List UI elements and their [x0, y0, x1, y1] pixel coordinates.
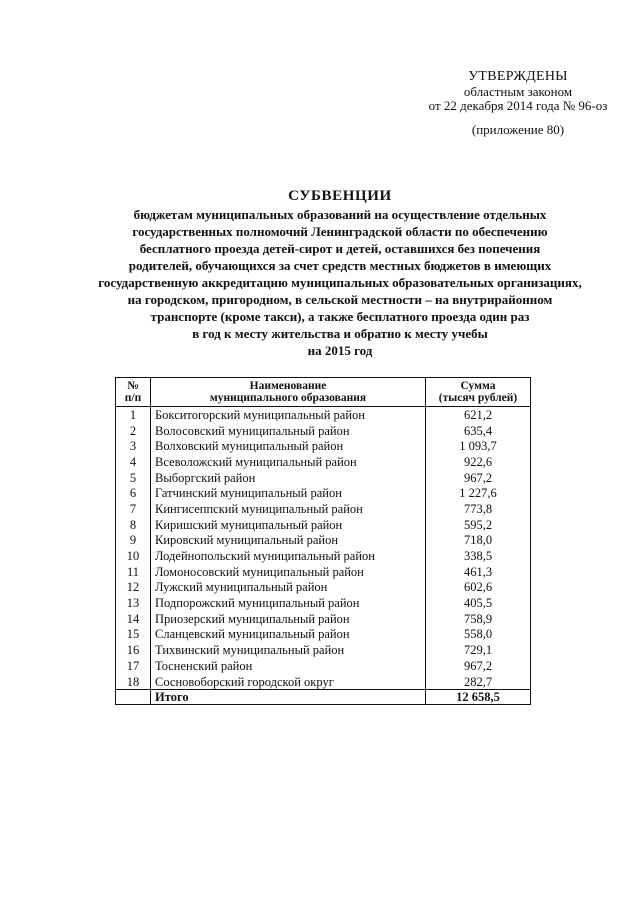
row-number: 7	[116, 501, 151, 517]
approval-date: от 22 декабря 2014 года № 96-оз	[428, 98, 608, 113]
page-title: СУБВЕНЦИИ	[288, 188, 392, 204]
row-name: Подпорожский муниципальный район	[151, 595, 426, 611]
row-name: Киришский муниципальный район	[151, 517, 426, 533]
row-number: 1	[116, 407, 151, 423]
row-name: Кировский муниципальный район	[151, 533, 426, 549]
title-line: бесплатного проезда детей-сирот и детей, оставшихся без попечения	[139, 241, 541, 256]
header-sum-line1: Сумма	[460, 380, 496, 392]
row-number: 11	[116, 564, 151, 580]
document-title	[40, 188, 640, 359]
approval-heading: УТВЕРЖДЕНЫ	[468, 69, 568, 84]
table-row	[116, 485, 531, 501]
header-number-line1: №	[127, 380, 139, 392]
row-number: 10	[116, 548, 151, 564]
header-number-line2: п/п	[124, 392, 142, 404]
table-row	[116, 595, 531, 611]
table-row	[116, 454, 531, 470]
row-name: Тихвинский муниципальный район	[151, 642, 426, 658]
row-sum: 729,1	[426, 642, 531, 658]
table-row	[116, 501, 531, 517]
row-number: 15	[116, 627, 151, 643]
row-name: Сланцевский муниципальный район	[151, 627, 426, 643]
row-name: Гатчинский муниципальный район	[151, 485, 426, 501]
row-name: Ломоносовский муниципальный район	[151, 564, 426, 580]
row-sum: 718,0	[426, 533, 531, 549]
total-label: Итого	[151, 690, 426, 705]
approval-stamp	[428, 70, 608, 137]
total-row	[116, 690, 531, 705]
row-number: 9	[116, 533, 151, 549]
table-row	[116, 533, 531, 549]
row-sum: 461,3	[426, 564, 531, 580]
header-sum	[426, 378, 531, 407]
row-number: 13	[116, 595, 151, 611]
row-number: 12	[116, 580, 151, 596]
row-name: Приозерский муниципальный район	[151, 611, 426, 627]
row-name: Лужский муниципальный район	[151, 580, 426, 596]
table-row	[116, 548, 531, 564]
row-number: 3	[116, 438, 151, 454]
table-row	[116, 470, 531, 486]
row-name: Волховский муниципальный район	[151, 438, 426, 454]
row-sum: 1 227,6	[426, 485, 531, 501]
table-row	[116, 564, 531, 580]
total-number-cell	[116, 690, 151, 705]
header-name-line2: муниципального образования	[209, 392, 367, 404]
row-name: Выборгский район	[151, 470, 426, 486]
table-row	[116, 438, 531, 454]
table-body	[116, 407, 531, 690]
row-name: Кингисеппский муниципальный район	[151, 501, 426, 517]
table-row	[116, 407, 531, 423]
table-header-row	[116, 378, 531, 407]
table-row	[116, 580, 531, 596]
table-row	[116, 674, 531, 690]
row-sum: 1 093,7	[426, 438, 531, 454]
title-line: в год к месту жительства и обратно к месту учебы	[192, 326, 488, 341]
row-number: 4	[116, 454, 151, 470]
header-name-line1: Наименование	[249, 380, 327, 392]
title-line: на городском, пригородном, в сельской местности – на внутрирайонном	[127, 292, 553, 307]
table-row	[116, 517, 531, 533]
row-number: 16	[116, 642, 151, 658]
row-number: 5	[116, 470, 151, 486]
table-row	[116, 423, 531, 439]
row-sum: 621,2	[426, 407, 531, 423]
row-name: Бокситогорский муниципальный район	[151, 407, 426, 423]
row-sum: 282,7	[426, 674, 531, 690]
row-sum: 405,5	[426, 595, 531, 611]
row-sum: 595,2	[426, 517, 531, 533]
row-name: Волосовский муниципальный район	[151, 423, 426, 439]
row-sum: 602,6	[426, 580, 531, 596]
table-row	[116, 658, 531, 674]
total-sum: 12 658,5	[426, 690, 531, 705]
row-sum: 967,2	[426, 658, 531, 674]
row-sum: 922,6	[426, 454, 531, 470]
header-name	[151, 378, 426, 407]
title-line: государственную аккредитацию муниципальных образовательных организациях,	[98, 275, 582, 290]
table-row	[116, 642, 531, 658]
table-row	[116, 611, 531, 627]
title-line: родителей, обучающихся за счет средств местных бюджетов в имеющих	[128, 258, 552, 273]
row-number: 2	[116, 423, 151, 439]
row-name: Лодейнопольский муниципальный район	[151, 548, 426, 564]
row-sum: 773,8	[426, 501, 531, 517]
row-number: 14	[116, 611, 151, 627]
row-name: Сосновоборский городской округ	[151, 674, 426, 690]
header-number	[116, 378, 151, 407]
subsidies-table	[115, 377, 531, 705]
approval-appendix: (приложение 80)	[471, 122, 565, 137]
row-number: 17	[116, 658, 151, 674]
title-line: транспорте (кроме такси), а также бесплатного проезда один раз	[150, 309, 530, 324]
title-line: на 2015 год	[307, 343, 373, 358]
title-line: бюджетам муниципальных образований на осуществление отдельных	[133, 207, 547, 222]
row-number: 6	[116, 485, 151, 501]
row-sum: 758,9	[426, 611, 531, 627]
header-sum-line2: (тысяч рублей)	[438, 392, 518, 404]
row-sum: 635,4	[426, 423, 531, 439]
row-name: Тосненский район	[151, 658, 426, 674]
row-sum: 338,5	[426, 548, 531, 564]
table-row	[116, 627, 531, 643]
approval-law: областным законом	[463, 84, 573, 99]
row-number: 18	[116, 674, 151, 690]
title-line: государственных полномочий Ленинградской области по обеспечению	[132, 224, 548, 239]
row-sum: 558,0	[426, 627, 531, 643]
row-number: 8	[116, 517, 151, 533]
row-name: Всеволожский муниципальный район	[151, 454, 426, 470]
row-sum: 967,2	[426, 470, 531, 486]
